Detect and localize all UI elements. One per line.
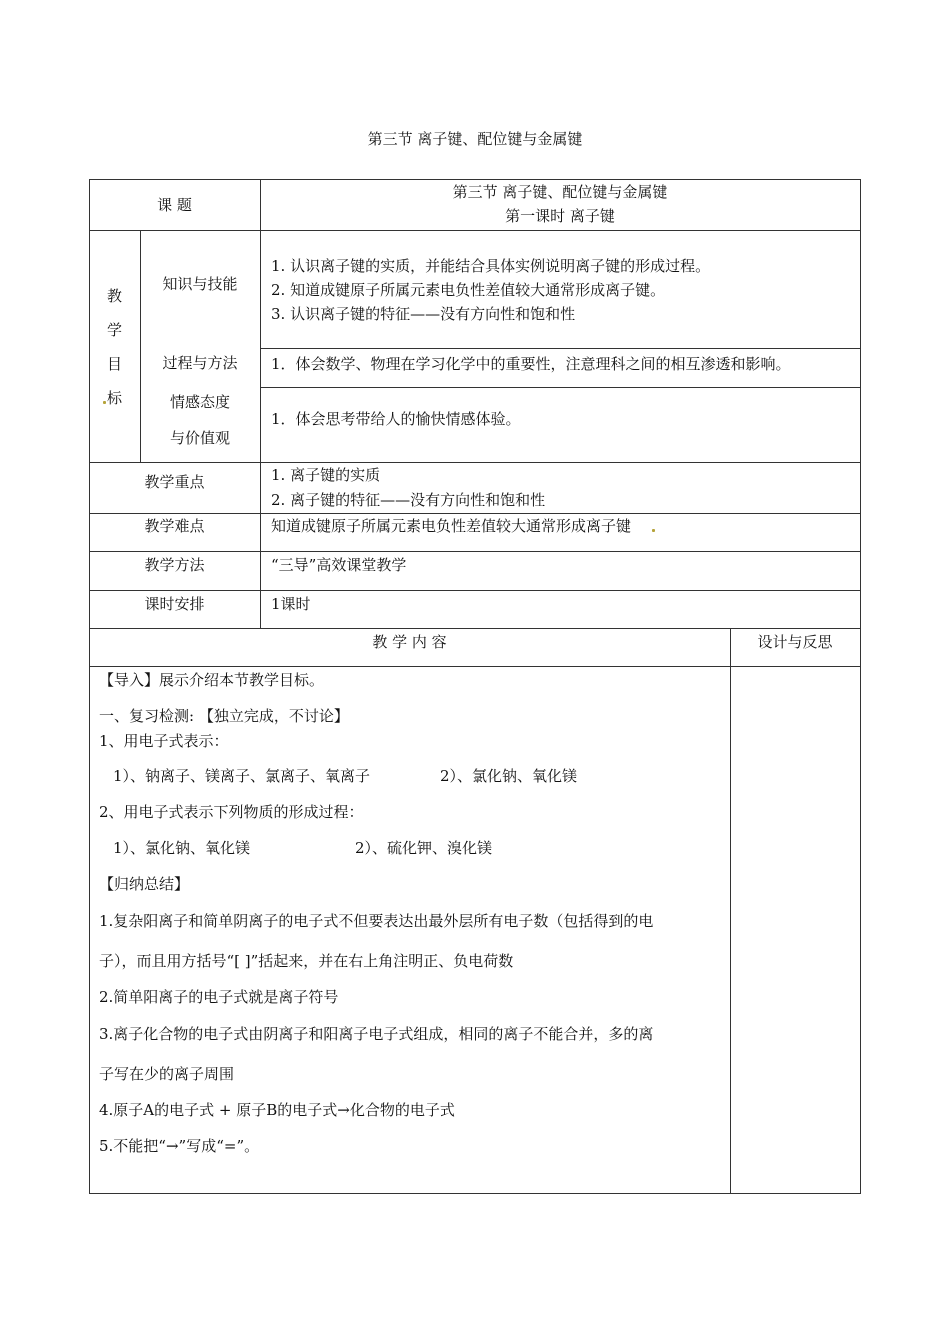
knowledge-item: 3. 认识离子键的特征——没有方向性和饱和性 — [271, 305, 576, 323]
objectives-label-char: 标 — [107, 389, 123, 407]
summary-point: 3.离子化合物的电子式由阴离子和阳离子电子式组成，相同的离子不能合并，多的离 — [99, 1025, 654, 1043]
key-point-item: 1. 离子键的实质 — [271, 466, 381, 484]
mark-dot — [652, 529, 655, 532]
table-border-top — [89, 179, 861, 180]
objectives-label-char: 教 — [107, 287, 123, 305]
lesson-title-line1: 第三节 离子键、配位键与金属键 — [452, 183, 668, 201]
lesson-label: 课 题 — [157, 196, 192, 214]
difficulty-text: 知道成键原子所属元素电负性差值较大通常形成离子键 — [271, 517, 632, 535]
summary-title: 【归纳总结】 — [99, 875, 190, 893]
emotion-item: 1．体会思考带给人的愉快情感体验。 — [271, 410, 521, 428]
difficulty-label: 教学难点 — [144, 517, 205, 535]
summary-point: 5.不能把“→”写成“=”。 — [99, 1137, 260, 1155]
knowledge-item: 2. 知道成键原子所属元素电负性差值较大通常形成离子键。 — [271, 281, 666, 299]
table-border-bottom — [89, 1193, 861, 1194]
process-label: 过程与方法 — [162, 354, 238, 372]
table-border-right — [860, 179, 861, 1194]
row-divider — [260, 348, 861, 349]
summary-point-cont: 子写在少的离子周围 — [99, 1065, 235, 1083]
reflection-header: 设计与反思 — [757, 633, 833, 651]
method-label: 教学方法 — [144, 556, 205, 574]
row-divider — [89, 590, 861, 591]
document-title: 第三节 离子键、配位键与金属键 — [367, 130, 583, 148]
summary-point-cont: 子），而且用方括号“[ ]”括起来，并在右上角注明正、负电荷数 — [99, 952, 514, 970]
content-header: 教 学 内 容 — [372, 633, 447, 651]
emotion-label-2: 与价值观 — [169, 429, 230, 447]
table-border-left — [89, 179, 90, 1194]
row-divider — [89, 230, 861, 231]
row-divider — [89, 628, 861, 629]
column-divider — [730, 628, 731, 1194]
row-divider — [89, 513, 861, 514]
schedule-text: 1课时 — [271, 595, 311, 613]
knowledge-item: 1. 认识离子键的实质，并能结合具体实例说明离子键的形成过程。 — [271, 257, 711, 275]
question-1: 1、用电子式表示： — [99, 732, 229, 750]
key-points-label: 教学重点 — [144, 473, 205, 491]
question-2: 2、用电子式表示下列物质的形成过程： — [99, 803, 364, 821]
lesson-title-line2: 第一课时 离子键 — [505, 207, 615, 225]
question-1-part-a: 1）、钠离子、镁离子、氯离子、氧离子 — [113, 767, 371, 785]
row-divider — [89, 666, 861, 667]
question-1-part-b: 2）、氯化钠、氧化镁 — [440, 767, 578, 785]
mark-dot — [103, 401, 106, 404]
row-divider — [89, 551, 861, 552]
process-item: 1．体会数学、物理在学习化学中的重要性，注意理科之间的相互渗透和影响。 — [271, 355, 791, 373]
objectives-label-char: 学 — [107, 321, 123, 339]
question-2-part-b: 2）、硫化钾、溴化镁 — [355, 839, 493, 857]
question-2-part-a: 1）、氯化钠、氧化镁 — [113, 839, 251, 857]
schedule-label: 课时安排 — [144, 595, 205, 613]
row-divider — [89, 462, 861, 463]
summary-point: 4.原子A的电子式 + 原子B的电子式→化合物的电子式 — [99, 1101, 455, 1119]
objectives-label-char: 目 — [107, 355, 123, 373]
key-point-item: 2. 离子键的特征——没有方向性和饱和性 — [271, 491, 546, 509]
intro-text: 【导入】展示介绍本节教学目标。 — [99, 671, 325, 689]
knowledge-label: 知识与技能 — [162, 275, 238, 293]
method-text: “三导”高效课堂教学 — [271, 556, 407, 574]
emotion-label-1: 情感态度 — [169, 393, 230, 411]
summary-point: 2.简单阳离子的电子式就是离子符号 — [99, 988, 339, 1006]
row-divider — [260, 387, 861, 388]
review-title: 一、复习检测: 【独立完成，不讨论】 — [99, 707, 349, 725]
summary-point: 1.复杂阳离子和简单阴离子的电子式不但要表达出最外层所有电子数（包括得到的电 — [99, 912, 654, 930]
column-divider — [260, 179, 261, 629]
